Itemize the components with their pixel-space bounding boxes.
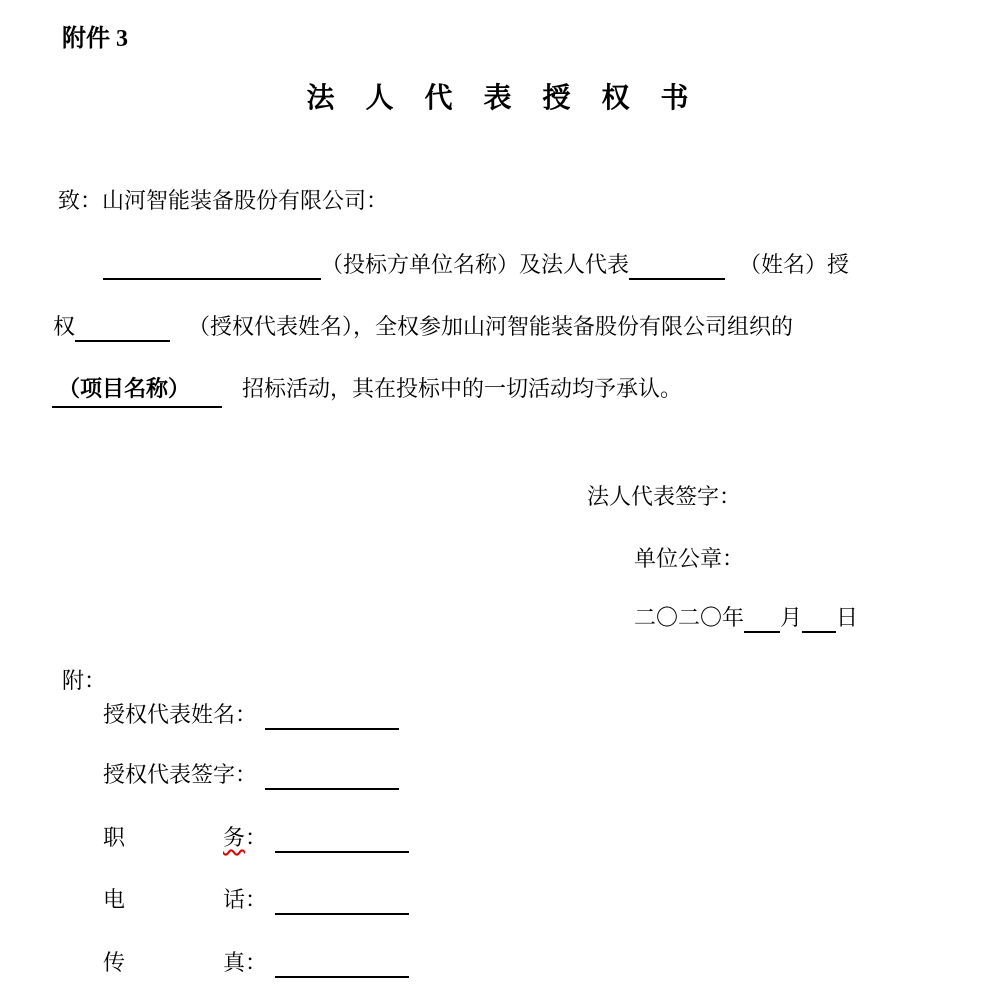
phone-colon: ： xyxy=(244,887,267,912)
fax-colon: ： xyxy=(244,950,267,975)
page-title: 法 人 代 表 授 权 书 xyxy=(306,83,701,114)
appendix-row-phone xyxy=(103,885,409,915)
job-title-colon: ： xyxy=(244,825,267,850)
body-closing-segment: 招标活动，其在投标中的一切活动均予承认。 xyxy=(242,376,683,401)
project-name-blank[interactable]: （项目名称） xyxy=(52,374,222,408)
fax-last-part xyxy=(223,948,267,978)
body-line-3 xyxy=(52,374,682,404)
job-title-last-part xyxy=(223,823,267,853)
fax-first-char: 传 xyxy=(103,950,126,975)
authorized-rep-name-blank[interactable] xyxy=(75,314,170,342)
legal-rep-signature-label: 法人代表签字： xyxy=(587,484,742,509)
body-unit-name-segment: （投标方单位名称）及法人代表 xyxy=(321,252,630,277)
body-line-1 xyxy=(103,250,849,280)
date-year-text: 二〇二〇年 xyxy=(634,605,745,630)
job-title-label xyxy=(103,823,267,853)
fax-blank[interactable] xyxy=(275,950,409,978)
date-day-blank[interactable] xyxy=(802,605,836,633)
attachment-label: 附件 3 xyxy=(62,26,128,52)
salutation-line: 致：山河智能装备股份有限公司： xyxy=(58,188,389,213)
rep-sign-blank[interactable] xyxy=(265,762,399,790)
appendix-row-fax xyxy=(103,948,409,978)
date-day-char: 日 xyxy=(836,605,859,630)
legal-rep-name-blank[interactable] xyxy=(629,252,725,280)
date-month-blank[interactable] xyxy=(744,605,780,633)
body-quan-char: 权 xyxy=(53,314,76,339)
body-line-2 xyxy=(53,312,793,342)
fax-label xyxy=(103,948,267,978)
rep-name-blank[interactable] xyxy=(265,702,399,730)
phone-blank[interactable] xyxy=(275,887,409,915)
phone-label xyxy=(103,885,267,915)
rep-name-label: 授权代表姓名： xyxy=(103,702,258,727)
company-seal-label: 单位公章： xyxy=(634,546,745,571)
phone-last-char: 话 xyxy=(222,887,245,912)
rep-sign-label: 授权代表签字： xyxy=(103,762,258,787)
appendix-heading: 附： xyxy=(62,668,107,693)
date-month-char: 月 xyxy=(780,605,803,630)
appendix-row-rep-name xyxy=(103,700,399,730)
fax-last-char: 真 xyxy=(222,950,245,975)
body-name-segment: （姓名）授 xyxy=(739,252,850,277)
bidder-unit-name-blank[interactable] xyxy=(103,252,321,280)
body-auth-rep-segment: （授权代表姓名），全权参加山河智能装备股份有限公司组织的 xyxy=(188,314,794,339)
job-title-blank[interactable] xyxy=(275,825,409,853)
job-title-first-char: 职 xyxy=(103,825,126,850)
date-line xyxy=(634,603,858,633)
appendix-row-job-title xyxy=(103,823,409,853)
job-title-last-char: 务 xyxy=(222,825,245,850)
phone-last-part xyxy=(223,885,267,915)
phone-first-char: 电 xyxy=(103,887,126,912)
appendix-row-rep-sign xyxy=(103,760,399,790)
